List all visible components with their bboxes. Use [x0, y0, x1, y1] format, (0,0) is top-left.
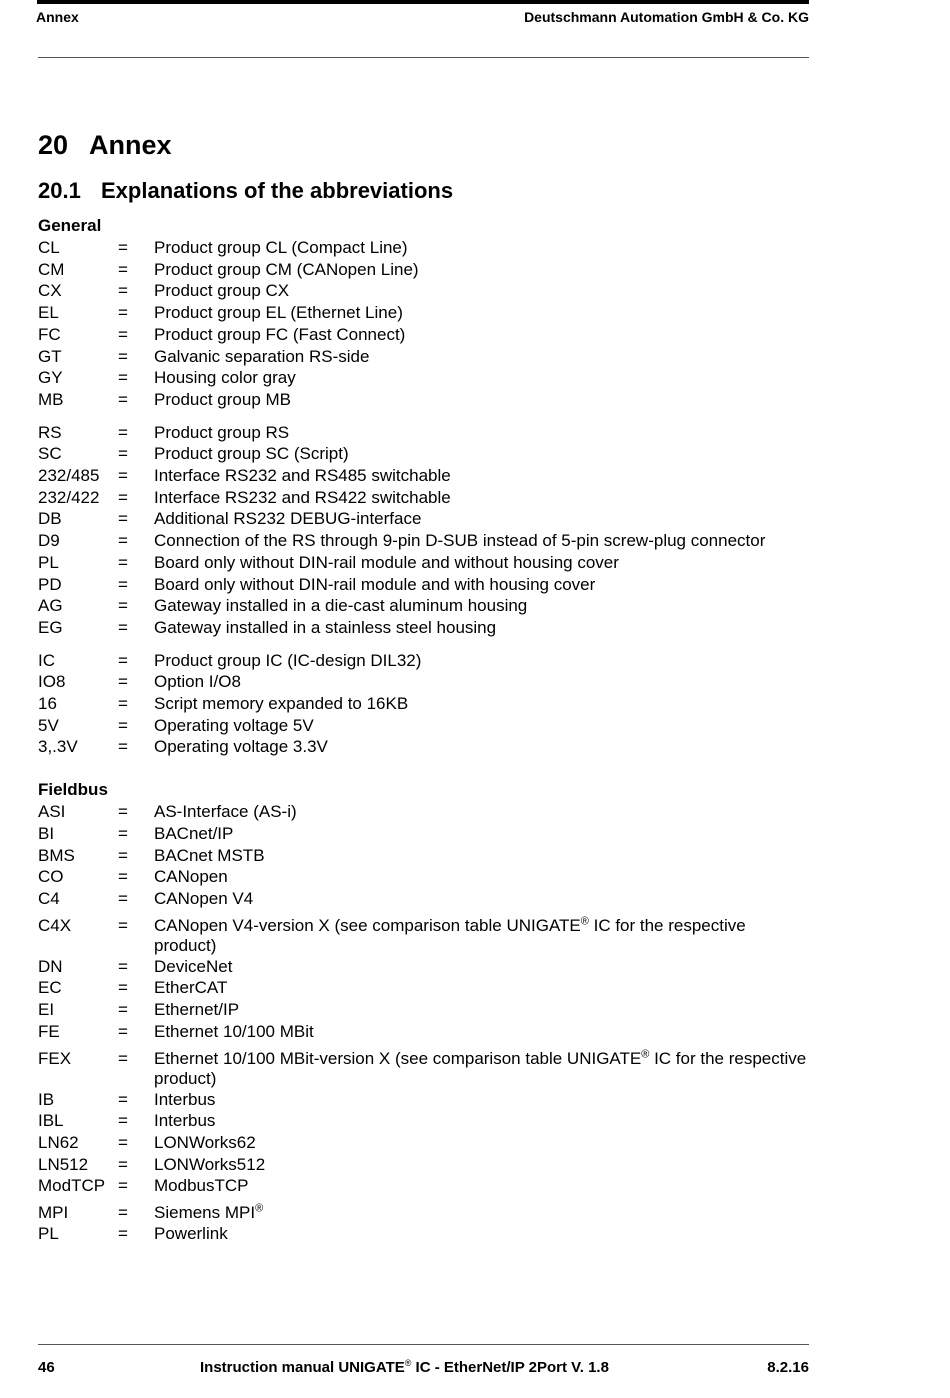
list-item	[38, 617, 810, 639]
list-item	[38, 650, 810, 672]
equals-sign: =	[118, 346, 128, 366]
description: Siemens MPI®	[154, 1202, 264, 1223]
abbreviation: D9	[38, 531, 60, 551]
list-item	[38, 465, 810, 487]
description: Gateway installed in a die-cast aluminum housing	[154, 596, 528, 616]
abbreviation: MPI	[38, 1203, 69, 1223]
list-item	[38, 302, 810, 324]
description: BACnet MSTB	[154, 845, 265, 865]
general-group-1	[38, 237, 810, 411]
abbreviation: PL	[38, 1224, 59, 1244]
list-item	[38, 1049, 810, 1089]
abbreviation: LN512	[38, 1154, 89, 1174]
list-item	[38, 530, 810, 552]
equals-sign: =	[118, 845, 128, 865]
list-item	[38, 1223, 810, 1245]
equals-sign: =	[118, 888, 128, 908]
equals-sign: =	[118, 324, 128, 344]
list-item	[38, 237, 810, 259]
description: DeviceNet	[154, 956, 233, 976]
abbreviation: CM	[38, 259, 65, 279]
chapter-number: 20	[38, 130, 69, 160]
abbreviation: IO8	[38, 672, 66, 692]
equals-sign: =	[118, 466, 128, 486]
description: Board only without DIN-rail module and with housing cover	[154, 574, 596, 594]
description: Product group EL (Ethernet Line)	[154, 303, 403, 323]
equals-sign: =	[118, 422, 128, 442]
description: Board only without DIN-rail module and without housing cover	[154, 552, 619, 572]
list-item	[38, 736, 810, 758]
general-group-2	[38, 422, 810, 639]
list-item	[38, 1203, 810, 1223]
description: Script memory expanded to 16KB	[154, 694, 409, 714]
description: Galvanic separation RS-side	[154, 346, 370, 366]
abbreviation: AG	[38, 596, 63, 616]
list-item	[38, 389, 810, 411]
equals-sign: =	[118, 802, 128, 822]
abbreviation: RS	[38, 422, 62, 442]
description: Gateway installed in a stainless steel housing	[154, 617, 497, 637]
abbreviation: GY	[38, 368, 63, 388]
list-item	[38, 977, 810, 999]
equals-sign: =	[118, 1203, 128, 1223]
abbreviation: 5V	[38, 715, 59, 735]
list-item	[38, 422, 810, 444]
abbreviation: FE	[38, 1021, 60, 1041]
equals-sign: =	[118, 1111, 128, 1131]
list-item	[38, 1154, 810, 1176]
equals-sign: =	[118, 444, 128, 464]
footer-rule	[38, 1344, 809, 1345]
equals-sign: =	[118, 867, 128, 887]
list-item	[38, 823, 810, 845]
description: Product group CL (Compact Line)	[154, 238, 408, 257]
equals-sign: =	[118, 694, 128, 714]
description: Interbus	[154, 1089, 216, 1109]
fieldbus-group-2	[38, 956, 810, 1043]
page-number: 46	[38, 1359, 55, 1376]
chapter-heading	[38, 130, 172, 161]
list-item	[38, 1021, 810, 1043]
description: Product group FC (Fast Connect)	[154, 324, 406, 344]
abbreviation: ASI	[38, 802, 66, 822]
list-item	[38, 1175, 810, 1197]
equals-sign: =	[118, 1021, 128, 1041]
abbreviation: IB	[38, 1089, 55, 1109]
abbreviation: PD	[38, 574, 62, 594]
equals-sign: =	[118, 368, 128, 388]
abbreviation: 16	[38, 694, 57, 714]
list-item	[38, 888, 810, 910]
description: Powerlink	[154, 1224, 228, 1244]
description: CANopen	[154, 867, 228, 887]
description: Product group RS	[154, 422, 290, 442]
header-left: Annex	[36, 9, 79, 25]
abbreviation: GT	[38, 346, 62, 366]
equals-sign: =	[118, 259, 128, 279]
description: Ethernet 10/100 MBit-version X (see comparison table UNIGATE® IC for the respective product)	[154, 1047, 807, 1088]
list-item	[38, 1110, 810, 1132]
list-item	[38, 845, 810, 867]
header-rule	[38, 57, 809, 58]
list-item	[38, 866, 810, 888]
description: Product group CM (CANopen Line)	[154, 259, 419, 279]
description: Product group SC (Script)	[154, 444, 349, 464]
list-item	[38, 916, 810, 956]
abbreviation: MB	[38, 389, 64, 409]
equals-sign: =	[118, 303, 128, 323]
abbreviation: C4	[38, 888, 60, 908]
general-group-3	[38, 650, 810, 759]
general-title: General	[38, 216, 102, 235]
description: LONWorks62	[154, 1132, 256, 1152]
section-heading	[38, 178, 453, 204]
description: Product group IC (IC-design DIL32)	[154, 650, 422, 670]
list-item	[38, 324, 810, 346]
abbreviation: IBL	[38, 1111, 64, 1131]
abbreviation: LN62	[38, 1132, 79, 1152]
equals-sign: =	[118, 915, 128, 935]
list-item	[38, 552, 810, 574]
abbreviation: EI	[38, 1000, 55, 1020]
abbreviation: CL	[38, 238, 60, 257]
description: Option I/O8	[154, 672, 241, 692]
section-number: 20.1	[38, 178, 81, 203]
description: AS-Interface (AS-i)	[154, 802, 297, 822]
abbreviation: EL	[38, 303, 59, 323]
description: Connection of the RS through 9-pin D-SUB instead of 5-pin screw-plug connector	[154, 531, 766, 551]
list-item	[38, 801, 810, 823]
description: LONWorks512	[154, 1154, 266, 1174]
equals-sign: =	[118, 509, 128, 529]
list-item	[38, 508, 810, 530]
abbreviation: BI	[38, 823, 55, 843]
list-item	[38, 715, 810, 737]
fieldbus-title: Fieldbus	[38, 780, 108, 800]
equals-sign: =	[118, 650, 128, 670]
equals-sign: =	[118, 956, 128, 976]
abbreviation: EC	[38, 978, 62, 998]
abbreviation: C4X	[38, 915, 72, 935]
equals-sign: =	[118, 823, 128, 843]
abbreviation: DN	[38, 956, 63, 976]
list-item	[38, 693, 810, 715]
fieldbus-group-3	[38, 1089, 810, 1198]
abbreviation: FEX	[38, 1048, 72, 1068]
equals-sign: =	[118, 531, 128, 551]
fieldbus-group-1	[38, 801, 810, 910]
description: Product group MB	[154, 389, 292, 409]
description: Operating voltage 3.3V	[154, 737, 328, 757]
list-item	[38, 999, 810, 1021]
abbreviation-list	[38, 215, 810, 1245]
description: CANopen V4-version X (see comparison table UNIGATE® IC for the respective product)	[154, 915, 746, 955]
list-item	[38, 259, 810, 281]
equals-sign: =	[118, 238, 128, 257]
equals-sign: =	[118, 574, 128, 594]
equals-sign: =	[118, 1224, 128, 1244]
list-item	[38, 574, 810, 596]
abbreviation: DB	[38, 509, 62, 529]
list-item	[38, 595, 810, 617]
list-item	[38, 956, 810, 978]
top-bar	[37, 0, 809, 4]
description: Interface RS232 and RS485 switchable	[154, 466, 451, 486]
section-title: Explanations of the abbreviations	[101, 178, 454, 203]
description: Additional RS232 DEBUG-interface	[154, 509, 422, 529]
equals-sign: =	[118, 487, 128, 507]
description: Housing color gray	[154, 368, 296, 388]
equals-sign: =	[118, 389, 128, 409]
list-item	[38, 280, 810, 302]
abbreviation: FC	[38, 324, 61, 344]
list-item	[38, 1089, 810, 1111]
header-right: Deutschmann Automation GmbH & Co. KG	[524, 9, 809, 25]
abbreviation: BMS	[38, 845, 75, 865]
equals-sign: =	[118, 281, 128, 301]
abbreviation: 232/422	[38, 487, 100, 507]
description: Ethernet/IP	[154, 1000, 240, 1020]
description: Product group CX	[154, 281, 290, 301]
description: BACnet/IP	[154, 823, 234, 843]
equals-sign: =	[118, 1132, 128, 1152]
abbreviation: PL	[38, 552, 59, 572]
equals-sign: =	[118, 672, 128, 692]
list-item	[38, 346, 810, 368]
list-item	[38, 367, 810, 389]
abbreviation: SC	[38, 444, 62, 464]
list-item	[38, 443, 810, 465]
description: CANopen V4	[154, 888, 254, 908]
description: Interbus	[154, 1111, 216, 1131]
equals-sign: =	[118, 596, 128, 616]
abbreviation: ModTCP	[38, 1176, 106, 1196]
abbreviation: CX	[38, 281, 62, 301]
equals-sign: =	[118, 552, 128, 572]
list-item	[38, 487, 810, 509]
equals-sign: =	[118, 617, 128, 637]
equals-sign: =	[118, 1089, 128, 1109]
document-date: 8.2.16	[767, 1359, 809, 1376]
abbreviation: EG	[38, 617, 63, 637]
equals-sign: =	[118, 1048, 128, 1068]
list-item	[38, 1132, 810, 1154]
abbreviation: 232/485	[38, 466, 100, 486]
equals-sign: =	[118, 715, 128, 735]
equals-sign: =	[118, 1000, 128, 1020]
abbreviation: CO	[38, 867, 64, 887]
equals-sign: =	[118, 978, 128, 998]
description: Ethernet 10/100 MBit	[154, 1021, 314, 1041]
equals-sign: =	[118, 1154, 128, 1174]
description: ModbusTCP	[154, 1176, 249, 1196]
equals-sign: =	[118, 737, 128, 757]
abbreviation: 3,.3V	[38, 737, 78, 757]
equals-sign: =	[118, 1176, 128, 1196]
list-item	[38, 671, 810, 693]
description: Operating voltage 5V	[154, 715, 314, 735]
description: Interface RS232 and RS422 switchable	[154, 487, 451, 507]
manual-title: Instruction manual UNIGATE® IC - EtherNet/IP 2Port V. 1.8	[200, 1358, 609, 1376]
description: EtherCAT	[154, 978, 228, 998]
chapter-title: Annex	[89, 130, 172, 160]
abbreviation: IC	[38, 650, 55, 670]
